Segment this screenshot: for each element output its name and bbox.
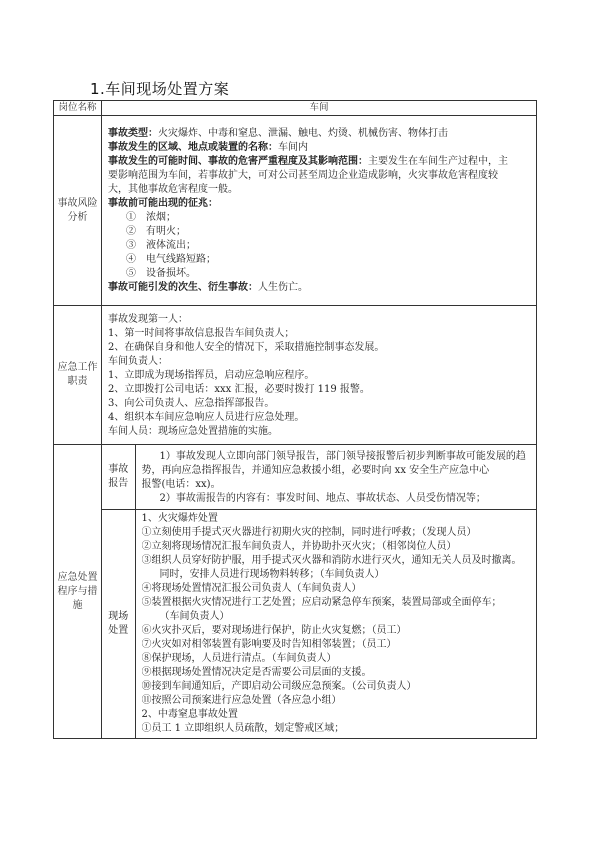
duty-line: 2、在确保自身和他人安全的情况下，采取措施控制事态发展。 bbox=[108, 341, 385, 353]
duty-row bbox=[54, 306, 537, 445]
risk-analysis-content bbox=[102, 116, 537, 306]
onsite-line: ⑧保护现场，人员进行清点。（车间负责人） bbox=[141, 653, 337, 664]
duty-line: 1、立即成为现场指挥员，启动应急响应程序。 bbox=[108, 369, 315, 381]
accident-area-line: 事故发生的区域、地点或装置的名称：车间内 bbox=[108, 142, 308, 153]
duty-line: 3、向公司负责人、应急指挥部报告。 bbox=[108, 397, 275, 409]
response-plan-table bbox=[53, 100, 536, 739]
onsite-row bbox=[102, 510, 537, 739]
report-row bbox=[102, 445, 537, 510]
onsite-line: ⑨根据现场处置情况决定是否需要公司层面的支援。 bbox=[141, 667, 372, 678]
report-line: 势，再向应急指挥报告，并通知应急救援小组，必要时向 xx 安全生产应急中心 bbox=[141, 464, 490, 476]
onsite-line: ⑥火灾扑灭后，要对现场进行保护，防止火灾复燃；（员工） bbox=[141, 625, 407, 636]
procedure-content bbox=[102, 445, 537, 739]
accident-time-line: 事故发生的可能时间、事故的危害严重程度及其影响范围：主要发生在车间生产过程中，主 bbox=[108, 156, 508, 167]
duty-line: 车间人员：现场应急处置措施的实施。 bbox=[108, 425, 278, 437]
onsite-line: 2、中毒窒息事故处置 bbox=[141, 709, 238, 720]
onsite-line: ①员工 1 立即组织人员疏散，划定警戒区域； bbox=[141, 723, 345, 734]
duty-line: 事故发现第一人： bbox=[108, 313, 188, 325]
accident-time-line-3: 大，其他事故危害程度一般。 bbox=[108, 184, 238, 195]
sign-item: ② 有明火； bbox=[126, 226, 186, 237]
onsite-line: 同时，安排人员进行现场物料转移；（车间负责人） bbox=[159, 569, 385, 580]
onsite-line: ⑦火灾如对相邻装置有影响要及时告知相邻装置；（员工） bbox=[141, 639, 397, 650]
signs-label: 事故前可能出现的征兆： bbox=[108, 198, 218, 209]
onsite-line: ①立刻使用手提式灭火器进行初期火灾的控制，同时进行呼救；（发现人员） bbox=[141, 527, 477, 538]
secondary-accident-line: 事故可能引发的次生、衍生事故：人生伤亡。 bbox=[108, 282, 308, 293]
sign-item: ⑤ 设备损坏。 bbox=[126, 268, 196, 279]
report-label: 事故 报告 bbox=[102, 445, 135, 510]
page-title: 1.车间现场处置方案 bbox=[90, 80, 230, 98]
onsite-line: ⑪按照公司预案进行应急处置（各应急小组） bbox=[141, 695, 342, 706]
onsite-line: ⑤装置根据火灾情况进行工艺处置；应启动紧急停车预案，装置局部或全面停车； bbox=[141, 597, 502, 608]
report-line: 报警(电话：xx)。 bbox=[141, 478, 221, 490]
duty-line: 1、第一时间将事故信息报告车间负责人； bbox=[108, 327, 295, 339]
procedure-row bbox=[54, 445, 537, 739]
accident-time-line-2: 要影响范围为车间，若事故扩大，可对公司甚至周边企业造成影响，火灾事故危害程度较 bbox=[108, 170, 498, 181]
procedure-label: 应急处置 程序与措 施 bbox=[54, 445, 102, 739]
sign-item: ① 浓烟； bbox=[126, 212, 176, 223]
sign-item: ④ 电气线路短路； bbox=[126, 254, 216, 265]
onsite-line: ③组织人员穿好防护服，用手提式灭火器和消防水进行灭火，通知无关人员及时撤离。 bbox=[141, 555, 522, 566]
risk-analysis-row bbox=[54, 116, 537, 306]
onsite-line: ④将现场处置情况汇报公司负责人（车间负责人） bbox=[141, 583, 362, 594]
header-position-name: 岗位名称 bbox=[54, 101, 102, 116]
report-line: 1）事故发现人立即向部门领导报告，部门领导接报警后初步判断事故可能发展的趋 bbox=[159, 450, 526, 462]
report-content bbox=[135, 445, 537, 510]
onsite-label: 现场 处置 bbox=[102, 510, 135, 739]
duty-line: 2、立即拨打公司电话：xxx 汇报，必要时拨打 119 报警。 bbox=[108, 383, 370, 395]
duty-label: 应急工作 职责 bbox=[54, 306, 102, 445]
risk-analysis-label: 事故风险 分析 bbox=[54, 116, 102, 306]
sign-item: ③ 液体流出； bbox=[126, 240, 196, 251]
duty-line: 车间负责人： bbox=[108, 355, 168, 367]
duty-content bbox=[102, 306, 537, 445]
onsite-line: （车间负责人） bbox=[159, 611, 230, 622]
onsite-line: 1、火灾爆炸处置 bbox=[141, 513, 218, 524]
onsite-content bbox=[135, 510, 537, 739]
report-line: 2）事故需报告的内容有：事发时间、地点、事故状态、人员受伤情况等； bbox=[159, 492, 486, 504]
onsite-line: ②立刻将现场情况汇报车间负责人，并协助扑灭火灾；（相邻岗位人员） bbox=[141, 541, 457, 552]
table-header-row bbox=[54, 101, 537, 116]
onsite-line: ⑩接到车间通知后，产即启动公司级应急预案。（公司负责人） bbox=[141, 681, 417, 692]
accident-type-line: 事故类型：火灾爆炸、中毒和窒息、泄漏、触电、灼烫、机械伤害、物体打击 bbox=[108, 128, 448, 139]
header-workshop: 车间 bbox=[102, 101, 537, 116]
duty-line: 4、组织本车间应急响应人员进行应急处理。 bbox=[108, 411, 305, 423]
